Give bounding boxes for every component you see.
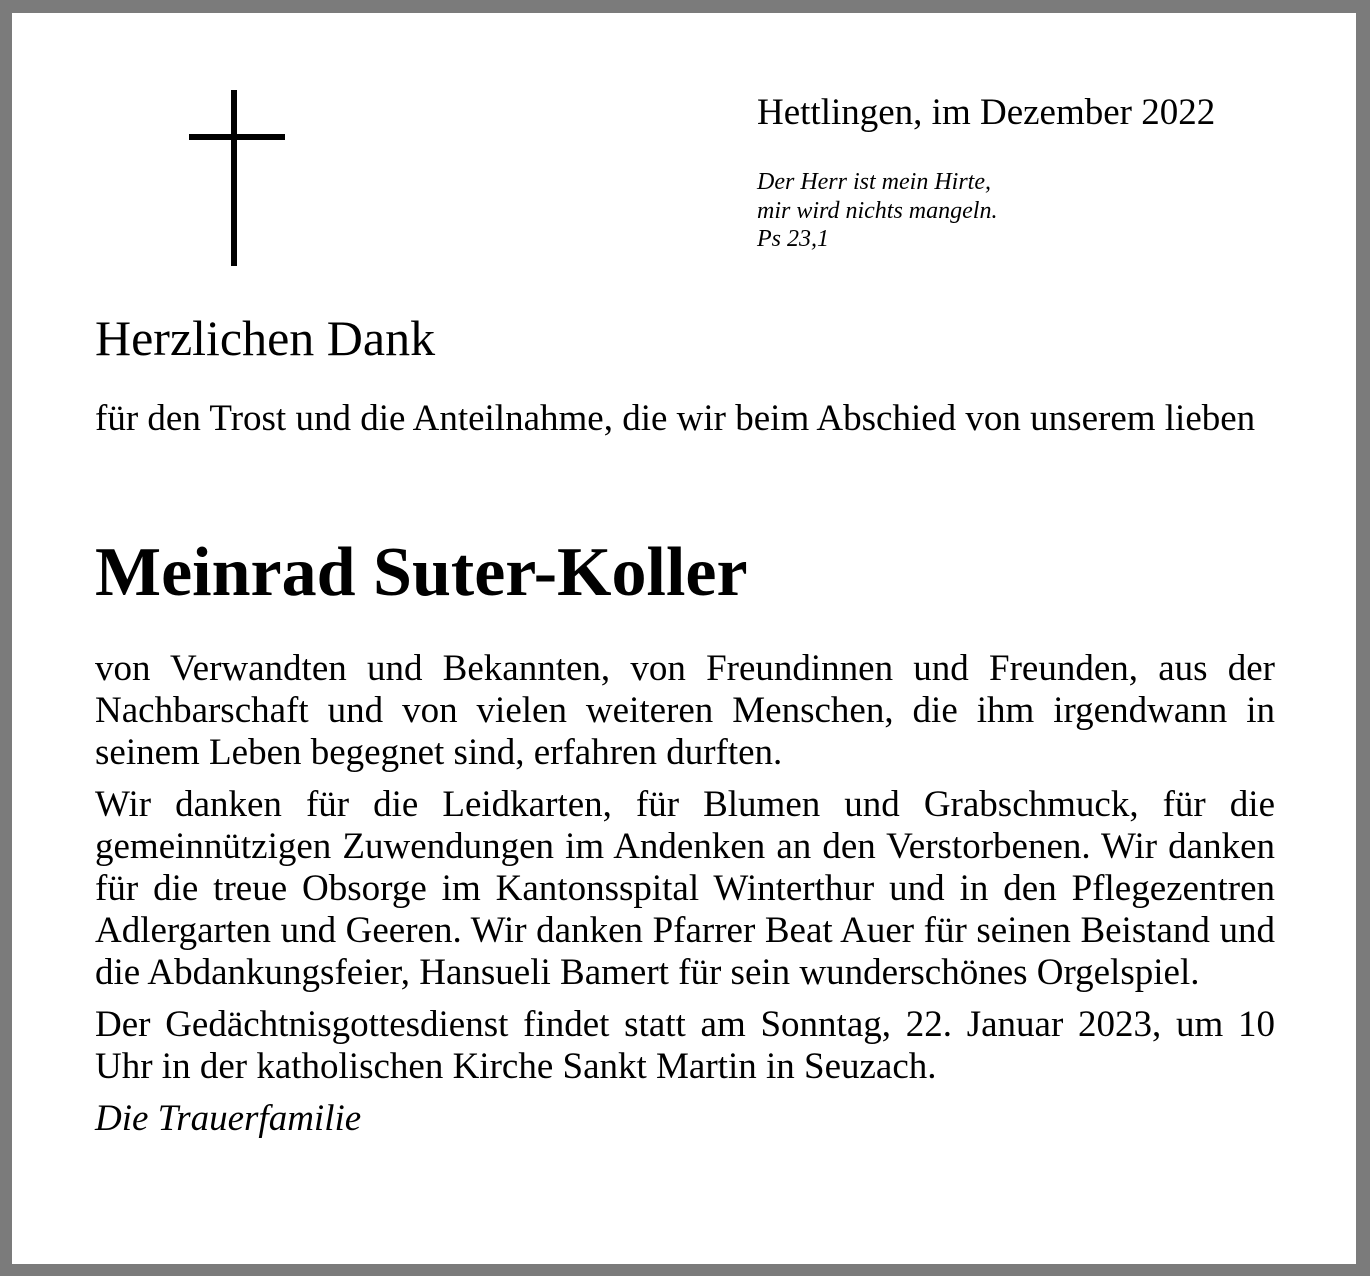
deceased-name: Meinrad Suter-Koller [95,534,748,611]
cross-icon [189,90,285,266]
body-text [95,648,1275,1140]
verse-reference: Ps 23,1 [757,226,829,252]
paragraph-memorial-service: Der Gedächtnisgottesdienst findet statt am Sonntag, 22. Januar 2023, um 10 Uhr in der katholischen Kirche Sankt Martin in Seuzach. [95,1004,1275,1087]
signature: Die Trauerfamilie [95,1098,362,1139]
verse-line-1: Der Herr ist mein Hirte, [757,169,991,195]
paragraph-thanks-details: Wir danken für die Leidkarten, für Blumen und Grabschmuck, für die gemeinnützigen Zuwendungen im Andenken an den Verstorbenen. Wir danken für die treue Obsorge im Kantonsspital Winterthur und in den Pflegezentren Adlergarten und Geeren. Wir danken Pfarrer Beat Auer für seinen Beistand und die Abdankungsfeier, Hansueli Bamert für sein wunderschönes Orgelspiel. [95,784,1275,993]
paragraph-thanks-people: von Verwandten und Bekannten, von Freundinnen und Freunden, aus der Nachbarschaft und von vielen weiteren Menschen, die ihm irgendwann in seinem Leben begegnet sind, erfahren durften. [95,648,1275,773]
cross-horizontal-bar [189,134,285,140]
verse-line-2: mir wird nichts mangeln. [757,197,998,224]
bible-verse [757,168,997,254]
place-date: Hettlingen, im Dezember 2022 [757,92,1216,133]
heading-thanks: Herzlichen Dank [95,310,436,366]
obituary-card [12,13,1356,1264]
intro-text: für den Trost und die Anteilnahme, die wir beim Abschied von unserem lieben [95,398,1256,439]
cross-vertical-bar [231,90,237,266]
